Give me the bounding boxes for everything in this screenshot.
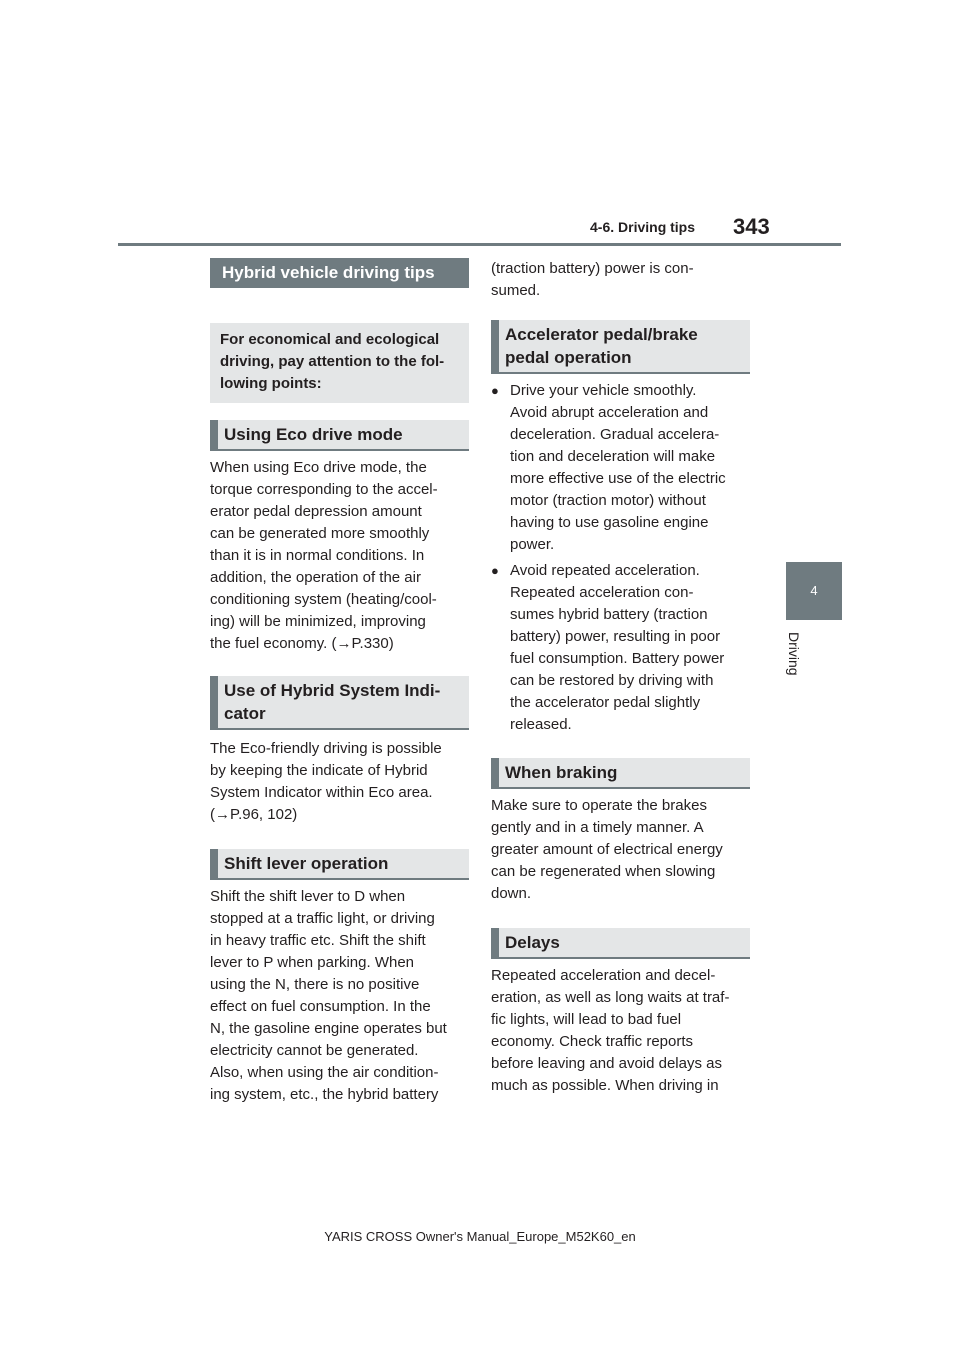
text-line: sumed. <box>491 282 541 299</box>
text-line: having to use gasoline engine <box>510 514 709 531</box>
heading-delays: Delays <box>491 928 750 959</box>
section-title: 4-6. Driving tips <box>590 219 696 235</box>
text-line: gently and in a timely manner. A <box>491 819 704 836</box>
text-line: down. <box>491 885 532 902</box>
text-line: greater amount of electrical energy <box>491 841 723 858</box>
shift-lever-text <box>210 886 472 1106</box>
text-line: can be regenerated when slowing <box>491 863 716 880</box>
text-line: much as possible. When driving in <box>491 1077 719 1094</box>
text-line: deceleration. Gradual accelera- <box>510 426 720 443</box>
text-line: in heavy traffic etc. Shift the shift <box>210 932 426 949</box>
text-line: sumes hybrid battery (traction <box>510 606 708 623</box>
text-line: conditioning system (heating/cool- <box>210 591 437 608</box>
heading-eco-drive: Using Eco drive mode <box>210 420 469 451</box>
text-line: torque corresponding to the accel- <box>210 481 438 498</box>
text-line: N, the gasoline engine operates but <box>210 1020 447 1037</box>
bullet-icon: ● <box>491 563 499 578</box>
text-line: The Eco-friendly driving is possible <box>210 740 442 757</box>
hsi-text <box>210 738 472 826</box>
heading-when-braking: When braking <box>491 758 750 789</box>
heading-pedal-operation: Accelerator pedal/brake pedal operation <box>491 320 750 374</box>
text-line: the fuel economy. (→P.330) <box>210 635 394 652</box>
bullet-icon: ● <box>491 383 499 398</box>
text-line: by keeping the indicate of Hybrid <box>210 762 428 779</box>
text-line: tion and deceleration will make <box>510 448 716 465</box>
bullet-drive-smoothly <box>491 380 753 556</box>
text-line: Repeated acceleration and decel- <box>491 967 716 984</box>
text-line: fuel consumption. Battery power <box>510 650 725 667</box>
text-line: power. <box>510 536 555 553</box>
text-line: stopped at a traffic light, or driving <box>210 910 435 927</box>
text-line: economy. Check traffic reports <box>491 1033 694 1050</box>
intro-note: For economical and ecological driving, pay attention to the fol-lowing points: <box>210 323 469 403</box>
text-line: Drive your vehicle smoothly. <box>510 382 697 399</box>
manual-footer: YARIS CROSS Owner's Manual_Europe_M52K60_en <box>324 1229 636 1244</box>
chapter-title: Driving <box>786 632 802 676</box>
text-line: battery) power, resulting in poor <box>510 628 721 645</box>
chapter-label <box>784 632 804 692</box>
text-line: eration, as well as long waits at traf- <box>491 989 730 1006</box>
text-line: Avoid repeated acceleration. <box>510 562 700 579</box>
text-line: motor (traction motor) without <box>510 492 706 509</box>
text-line: than it is in normal conditions. In <box>210 547 425 564</box>
braking-text <box>491 795 753 905</box>
eco-drive-text <box>210 457 472 655</box>
text-line: can be restored by driving with <box>510 672 714 689</box>
delays-text <box>491 965 753 1097</box>
text-line: more effective use of the electric <box>510 470 726 487</box>
text-line: (traction battery) power is con- <box>491 260 694 277</box>
text-line: fic lights, will lead to bad fuel <box>491 1011 682 1028</box>
text-line: can be generated more smoothly <box>210 525 430 542</box>
text-line: ing) will be minimized, improving <box>210 613 426 630</box>
text-line: the accelerator pedal slightly <box>510 694 701 711</box>
page-number: 343 <box>733 214 770 239</box>
text-line: lever to P when parking. When <box>210 954 415 971</box>
main-heading: Hybrid vehicle driving tips <box>210 258 469 288</box>
text-line: Make sure to operate the brakes <box>491 797 707 814</box>
text-line: System Indicator within Eco area. <box>210 784 433 801</box>
text-line: using the N, there is no positive <box>210 976 420 993</box>
text-line: Also, when using the air condition- <box>210 1064 439 1081</box>
bullet-avoid-acceleration <box>491 560 753 736</box>
continued-text <box>491 258 753 302</box>
text-line: released. <box>510 716 572 733</box>
text-line: erator pedal depression amount <box>210 503 422 520</box>
text-line: effect on fuel consumption. In the <box>210 998 431 1015</box>
text-line: Avoid abrupt acceleration and <box>510 404 709 421</box>
text-line: Repeated acceleration con- <box>510 584 694 601</box>
text-line: electricity cannot be generated. <box>210 1042 419 1059</box>
heading-shift-lever: Shift lever operation <box>210 849 469 880</box>
text-line: Shift the shift lever to D when <box>210 888 406 905</box>
chapter-tab: 4 <box>786 562 842 620</box>
text-line: addition, the operation of the air <box>210 569 421 586</box>
text-line: before leaving and avoid delays as <box>491 1055 722 1072</box>
header-divider <box>118 243 841 246</box>
heading-hybrid-system-indicator: Use of Hybrid System Indi-cator <box>210 676 469 730</box>
text-line: When using Eco drive mode, the <box>210 459 427 476</box>
text-line: (→P.96, 102) <box>210 806 298 823</box>
text-line: ing system, etc., the hybrid battery <box>210 1086 439 1103</box>
